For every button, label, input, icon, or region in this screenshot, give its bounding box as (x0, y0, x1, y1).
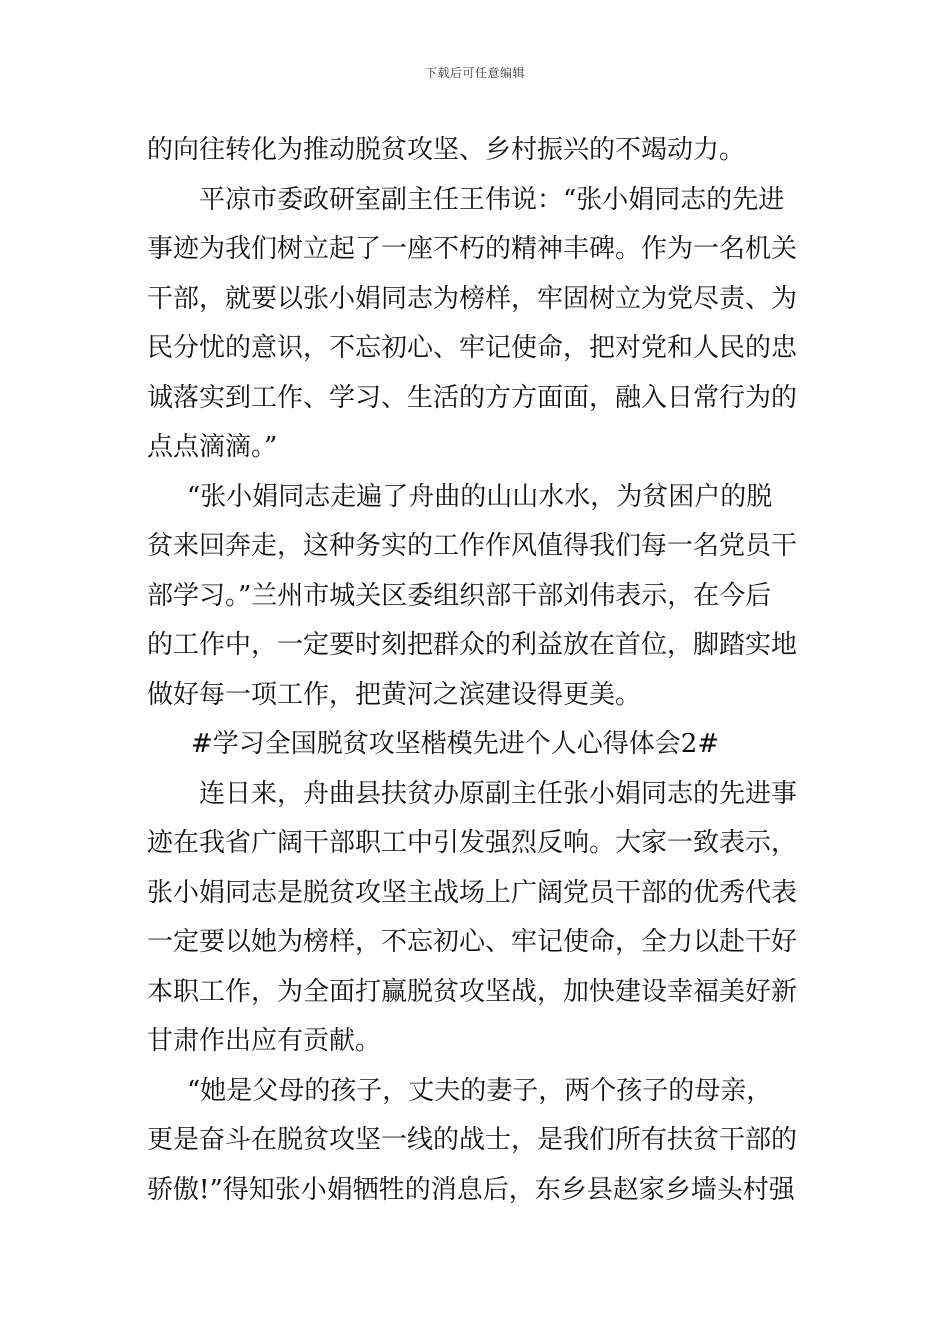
header-note: 下载后可任意编辑 (424, 66, 525, 80)
paragraph-start: “张小娟同志走遍了舟曲的山山水水，为贫困户的脱 (187, 481, 773, 512)
text-line: 事迹为我们树立起了一座不朽的精神丰碑。作为一名机关 (147, 234, 798, 264)
text-line: 本职工作，为全面打赢脱贫攻坚战，加快建设幸福美好新 (147, 976, 798, 1007)
text-line: 部学习。”兰州市城关区委组织部干部刘伟表示，在今后 (147, 580, 772, 611)
text-line: 迹在我省广阔干部职工中引发强烈反响。大家一致表示， (147, 828, 798, 858)
paragraph-start: 连日来，舟曲县扶贫办原副主任张小娟同志的先进事 (199, 778, 798, 809)
section-heading: #学习全国脱贫攻坚楷模先进个人心得体会2# (191, 729, 720, 759)
text-line: 的向往转化为推动脱贫攻坚、乡村振兴的不竭动力。 (147, 135, 746, 165)
text-line: 贫来回奔走，这种务实的工作作风值得我们每一名党员干 (147, 531, 798, 561)
text-line: 做好每一项工作，把黄河之滨建设得更美。 (147, 679, 642, 710)
text-line: 甘肃作出应有贡献。 (147, 1026, 382, 1056)
text-line: 诚落实到工作、学习、生活的方方面面，融入日常行为的 (147, 382, 798, 413)
text-line: 的工作中，一定要时刻把群众的利益放在首位，脚踏实地 (147, 630, 798, 660)
text-line: 骄傲!”得知张小娟牺牲的消息后，东乡县赵家乡墙头村强 (147, 1174, 795, 1205)
text-line: 张小娟同志是脱贫攻坚主战场上广阔党员干部的优秀代表 (147, 877, 798, 908)
paragraph-start: “她是父母的孩子，丈夫的妻子，两个孩子的母亲， (187, 1075, 773, 1106)
document-body (147, 126, 807, 1215)
text-line: 民分忧的意识，不忘初心、牢记使命，把对党和人民的忠 (147, 333, 798, 363)
text-line: 更是奋斗在脱贫攻坚一线的战士，是我们所有扶贫干部的 (147, 1125, 798, 1155)
paragraph-start: 平凉市委政研室副主任王伟说：“张小娟同志的先进 (199, 184, 785, 215)
text-line: 点点滴滴。” (147, 432, 278, 462)
text-line: 一定要以她为榜样，不忘初心、牢记使命，全力以赴干好 (147, 927, 798, 957)
text-line: 干部，就要以张小娟同志为榜样，牢固树立为党尽责、为 (147, 283, 798, 314)
